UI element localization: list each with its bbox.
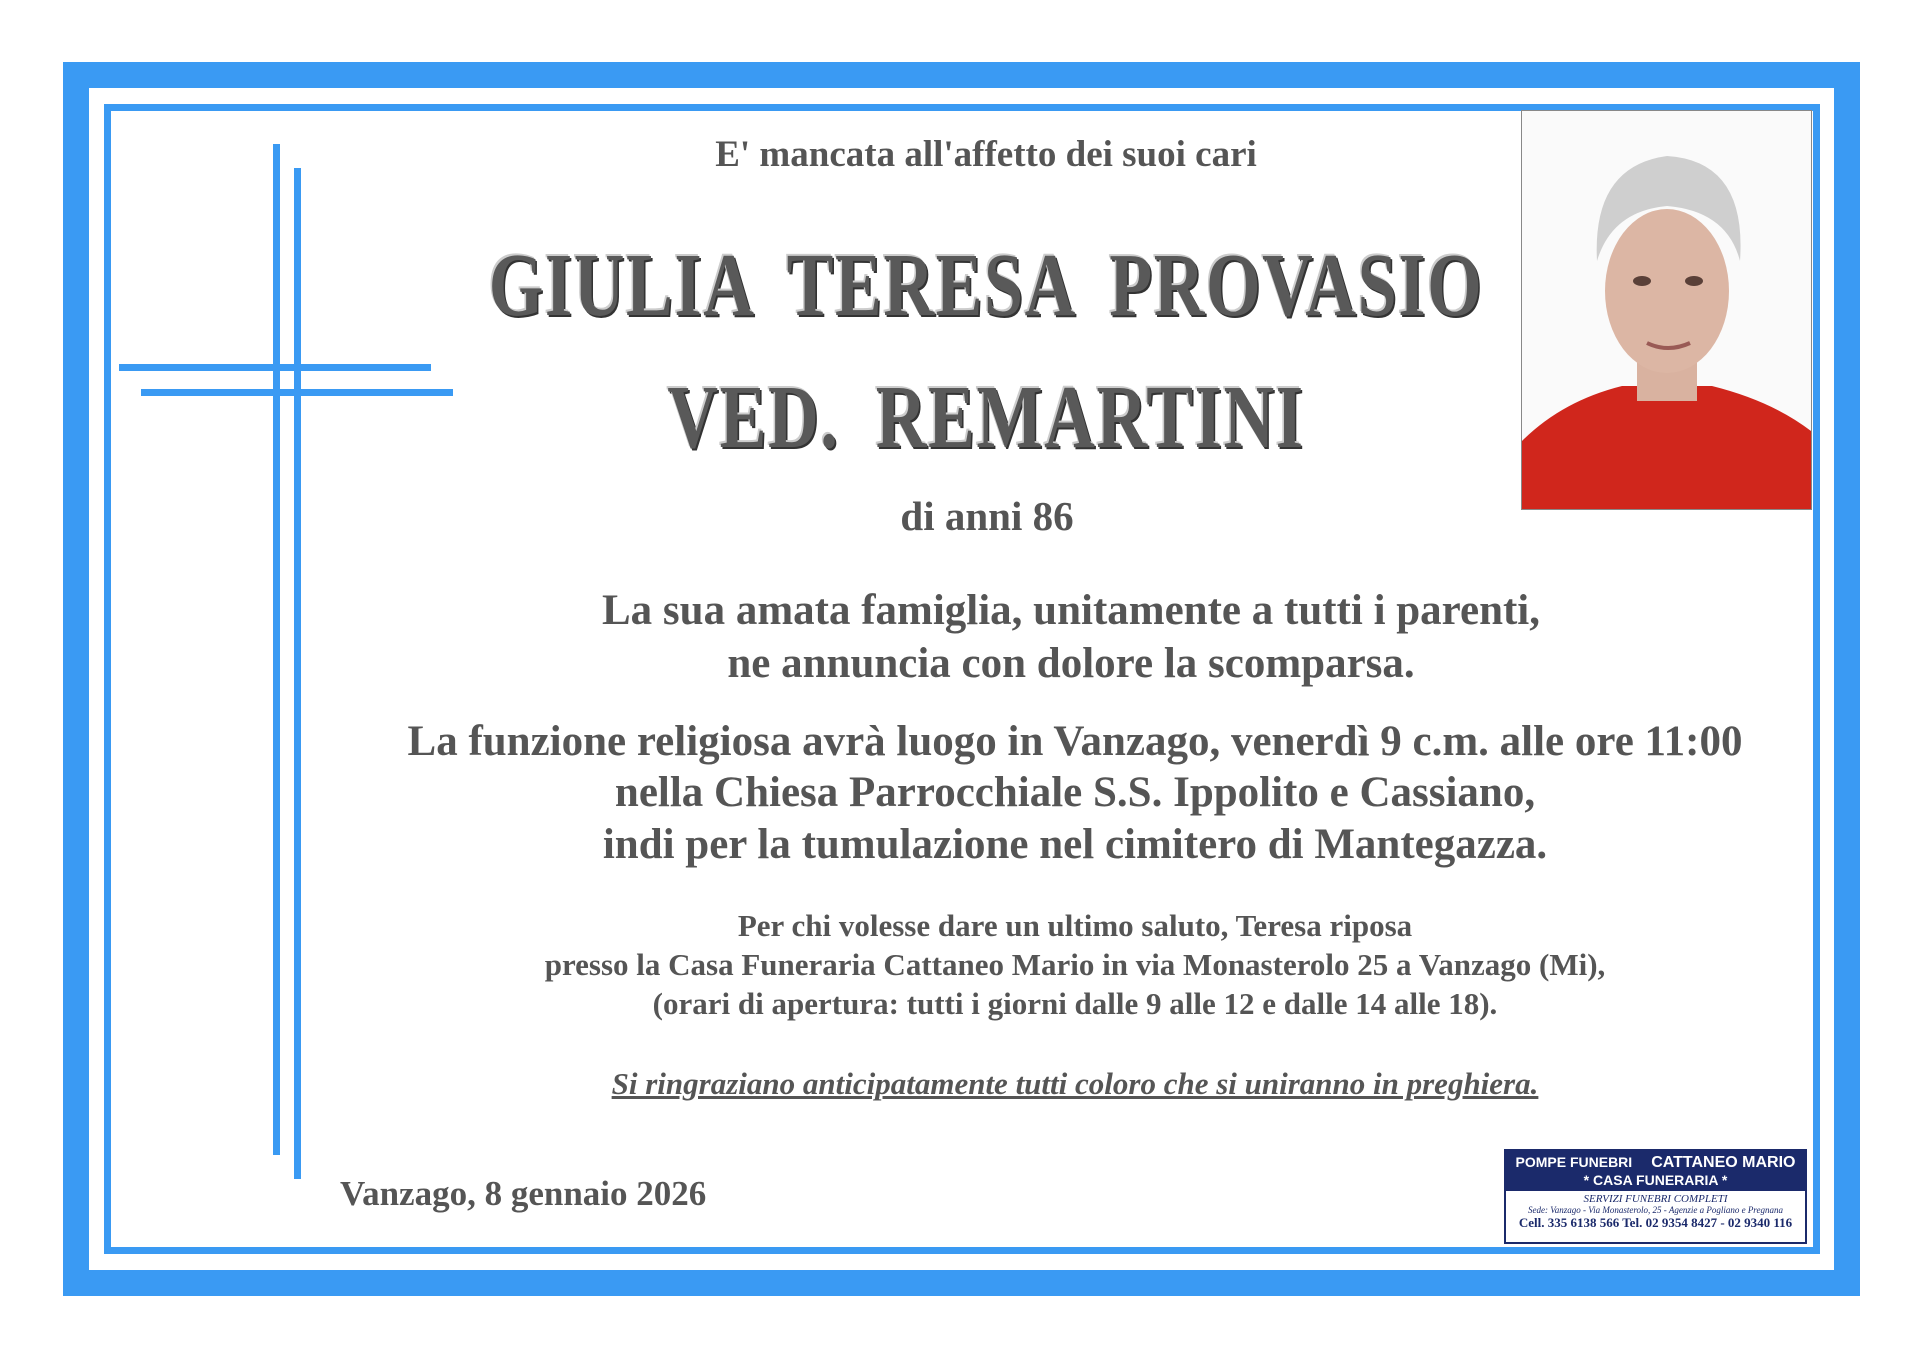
- portrait-photo: [1521, 110, 1812, 510]
- thanks-text: Si ringraziano anticipatamente tutti coloro che si uniranno in preghiera.: [611, 1066, 1539, 1101]
- logo-name: CATTANEO MARIO: [1651, 1154, 1796, 1171]
- logo-phones: Cell. 335 6138 566 Tel. 02 9354 8427 - 02 9340 116: [1518, 1215, 1793, 1230]
- logo-subtitle: * CASA FUNERARIA *: [1583, 1172, 1728, 1188]
- funeral-line: La funzione religiosa avrà luogo in Vanzago, venerdì 9 c.m. alle ore 11:00: [407, 718, 1743, 765]
- age-text: di anni 86: [900, 493, 1074, 539]
- logo-address: Sede: Vanzago - Via Monasterolo, 25 - Agenzie a Pogliano e Pregnana: [1528, 1205, 1783, 1215]
- funeral-home-logo: [1504, 1149, 1807, 1244]
- visitation-line: presso la Casa Funeraria Cattaneo Mario in via Monasterolo 25 a Vanzago (Mi),: [544, 947, 1606, 982]
- deceased-married-name: VED. REMARTINI: [667, 368, 1305, 467]
- funeral-line: indi per la tumulazione nel cimitero di Mantegazza.: [602, 821, 1548, 868]
- intro-text: E' mancata all'affetto dei suoi cari: [715, 134, 1257, 175]
- date-text: Vanzago, 8 gennaio 2026: [340, 1174, 707, 1213]
- announcement-line: La sua amata famiglia, unitamente a tutti i parenti,: [601, 587, 1541, 634]
- visitation-line: (orari di apertura: tutti i giorni dalle 9 alle 12 e dalle 14 alle 18).: [652, 986, 1498, 1021]
- logo-services: SERVIZI FUNEBRI COMPLETI: [1583, 1193, 1728, 1205]
- funeral-line: nella Chiesa Parrocchiale S.S. Ippolito e Cassiano,: [614, 769, 1536, 816]
- announcement-line: ne annuncia con dolore la scomparsa.: [727, 640, 1415, 687]
- logo-left-text: POMPE FUNEBRI: [1515, 1154, 1633, 1170]
- deceased-name: GIULIA TERESA PROVASIO: [488, 236, 1484, 335]
- visitation-line: Per chi volesse dare un ultimo saluto, Teresa riposa: [737, 908, 1413, 943]
